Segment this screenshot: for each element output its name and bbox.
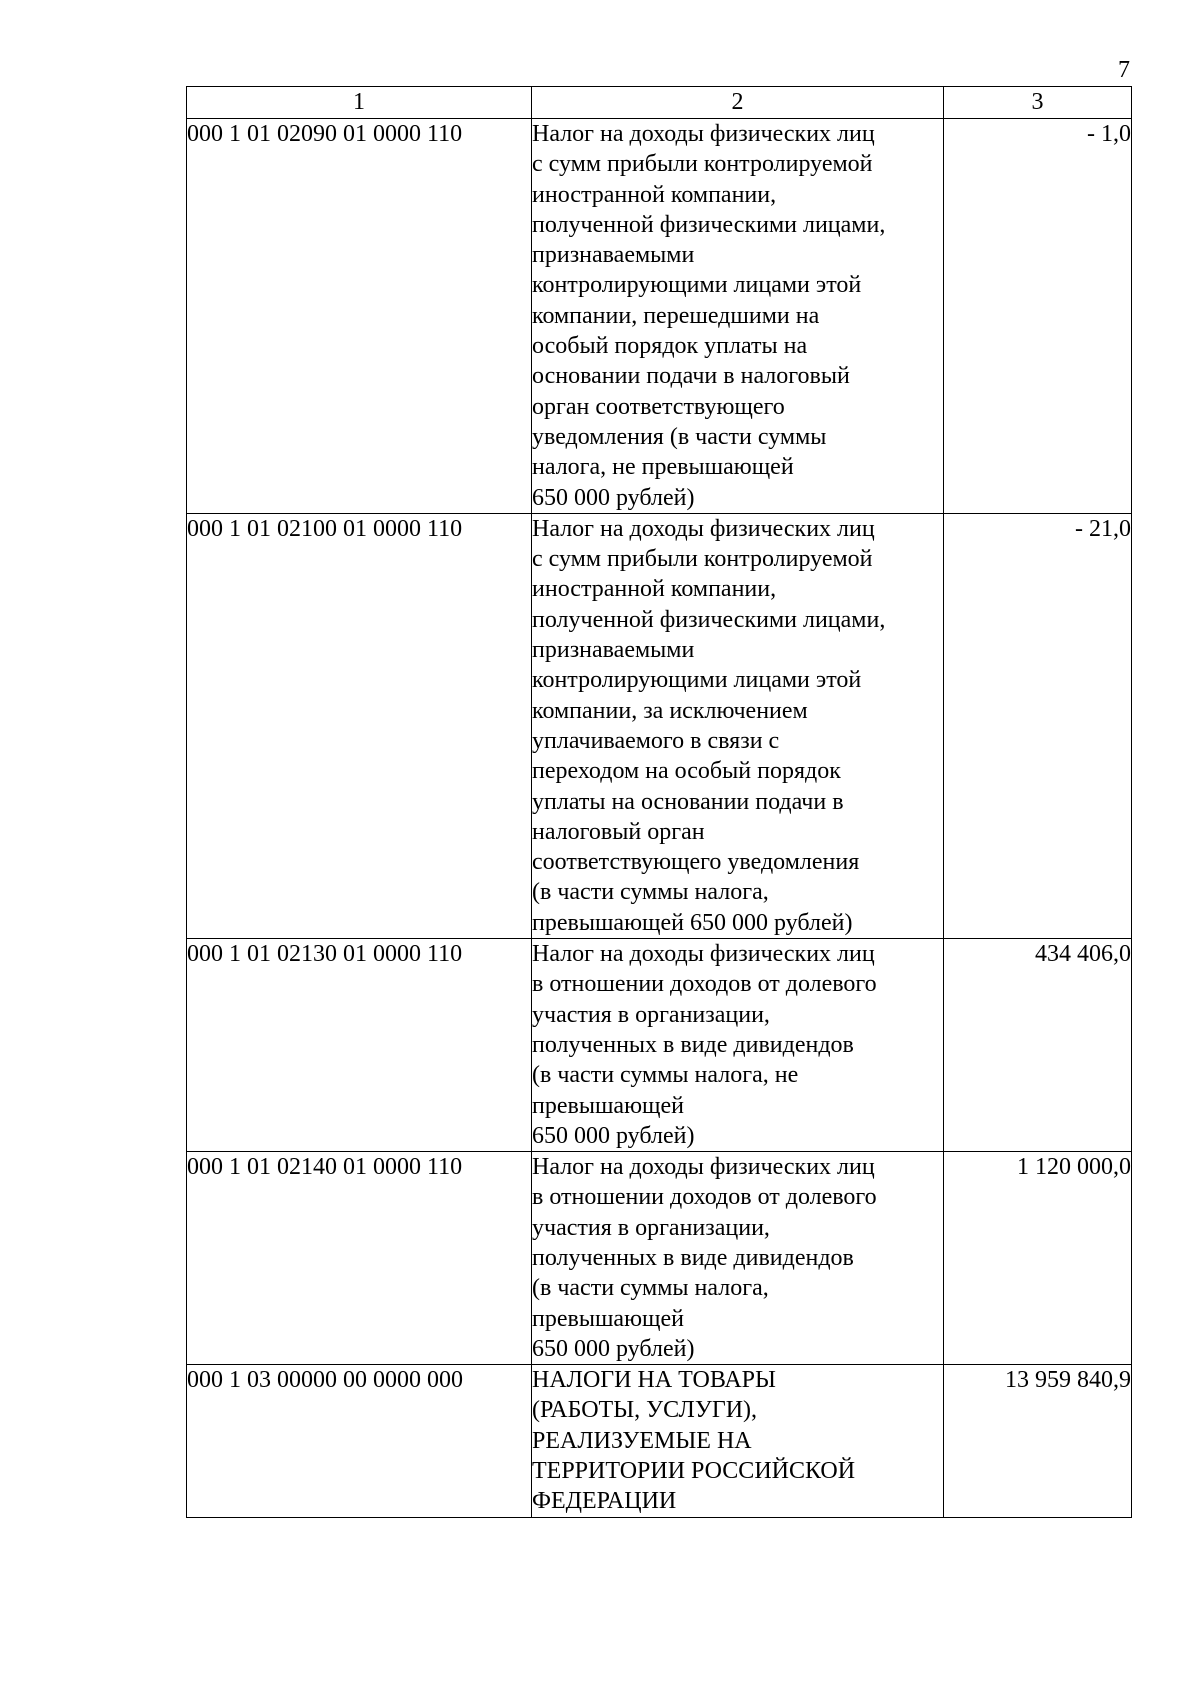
- description-line: РЕАЛИЗУЕМЫЕ НА: [532, 1427, 752, 1454]
- description-line: (в части суммы налога, не: [532, 1062, 799, 1089]
- description-line: признаваемыми: [532, 242, 695, 269]
- description-line: контролирующими лицами этой: [532, 667, 862, 694]
- description-line: полученной физическими лицами,: [532, 211, 886, 238]
- description-line: уплачиваемого в связи с: [532, 727, 780, 754]
- amount-cell: 13 959 840,9: [944, 1365, 1132, 1517]
- description-line: 650 000 рублей): [532, 484, 695, 511]
- description-line: полученных в виде дивидендов: [532, 1031, 854, 1058]
- description-cell: [532, 939, 944, 1152]
- description-line: (в части суммы налога,: [532, 1275, 769, 1302]
- header-row: [187, 87, 1132, 119]
- table-row: [187, 119, 1132, 514]
- description-line: орган соответствующего: [532, 393, 785, 420]
- description-line: основании подачи в налоговый: [532, 363, 850, 390]
- description-cell: [532, 513, 944, 938]
- table-header: [187, 87, 1132, 119]
- description-line: Налог на доходы физических лиц: [532, 515, 875, 542]
- budget-code-cell: 000 1 01 02090 01 0000 110: [187, 119, 532, 514]
- description-line: компании, за исключением: [532, 697, 808, 724]
- description-line: 650 000 рублей): [532, 1122, 695, 1149]
- amount-cell: - 1,0: [944, 119, 1132, 514]
- description-cell: [532, 119, 944, 514]
- amount-cell: - 21,0: [944, 513, 1132, 938]
- description-line: Налог на доходы физических лиц: [532, 121, 875, 147]
- description-line: полученных в виде дивидендов: [532, 1244, 854, 1271]
- budget-code-cell: 000 1 01 02130 01 0000 110: [187, 939, 532, 1152]
- description-line: Налог на доходы физических лиц: [532, 941, 875, 968]
- description-line: уведомления (в части суммы: [532, 423, 827, 450]
- description-line: признаваемыми: [532, 637, 695, 664]
- description-line: (РАБОТЫ, УСЛУГИ),: [532, 1397, 758, 1424]
- description-line: Налог на доходы физических лиц: [532, 1154, 875, 1181]
- page-number: 7: [1118, 57, 1130, 83]
- column-header-1: 1: [187, 87, 532, 119]
- table-body: [187, 119, 1132, 1518]
- description-line: превышающей: [532, 1305, 684, 1332]
- budget-code-cell: 000 1 03 00000 00 0000 000: [187, 1365, 532, 1517]
- description-line: участия в организации,: [532, 1214, 770, 1241]
- budget-code-cell: 000 1 01 02140 01 0000 110: [187, 1152, 532, 1365]
- column-header-3: 3: [944, 87, 1132, 119]
- description-line: в отношении доходов от долевого: [532, 971, 877, 998]
- description-line: 650 000 рублей): [532, 1335, 695, 1362]
- description-line: с сумм прибыли контролируемой: [532, 546, 873, 573]
- description-cell: [532, 1365, 944, 1517]
- description-line: компании, перешедшими на: [532, 302, 820, 329]
- description-line: ФЕДЕРАЦИИ: [532, 1488, 677, 1515]
- table-row: [187, 513, 1132, 938]
- description-line: превышающей 650 000 рублей): [532, 909, 853, 936]
- amount-cell: 434 406,0: [944, 939, 1132, 1152]
- description-line: НАЛОГИ НА ТОВАРЫ: [532, 1367, 776, 1394]
- description-line: участия в организации,: [532, 1001, 770, 1028]
- description-line: переходом на особый порядок: [532, 758, 841, 785]
- description-cell: [532, 1152, 944, 1365]
- description-line: налоговый орган: [532, 818, 705, 845]
- description-line: превышающей: [532, 1092, 684, 1119]
- description-line: в отношении доходов от долевого: [532, 1184, 877, 1211]
- description-line: особый порядок уплаты на: [532, 333, 808, 360]
- revenue-table: [186, 86, 1132, 1518]
- table-row: [187, 1152, 1132, 1365]
- description-line: контролирующими лицами этой: [532, 272, 862, 299]
- amount-cell: 1 120 000,0: [944, 1152, 1132, 1365]
- description-line: (в части суммы налога,: [532, 879, 769, 906]
- description-line: с сумм прибыли контролируемой: [532, 151, 873, 178]
- description-line: иностранной компании,: [532, 576, 777, 603]
- description-line: иностранной компании,: [532, 181, 777, 208]
- description-line: ТЕРРИТОРИИ РОССИЙСКОЙ: [532, 1458, 856, 1485]
- table-row: [187, 939, 1132, 1152]
- description-line: уплаты на основании подачи в: [532, 788, 844, 815]
- budget-code-cell: 000 1 01 02100 01 0000 110: [187, 513, 532, 938]
- description-line: полученной физическими лицами,: [532, 606, 886, 633]
- table-row: [187, 1365, 1132, 1517]
- description-line: соответствующего уведомления: [532, 849, 860, 876]
- description-line: налога, не превышающей: [532, 454, 794, 481]
- column-header-2: 2: [532, 87, 944, 119]
